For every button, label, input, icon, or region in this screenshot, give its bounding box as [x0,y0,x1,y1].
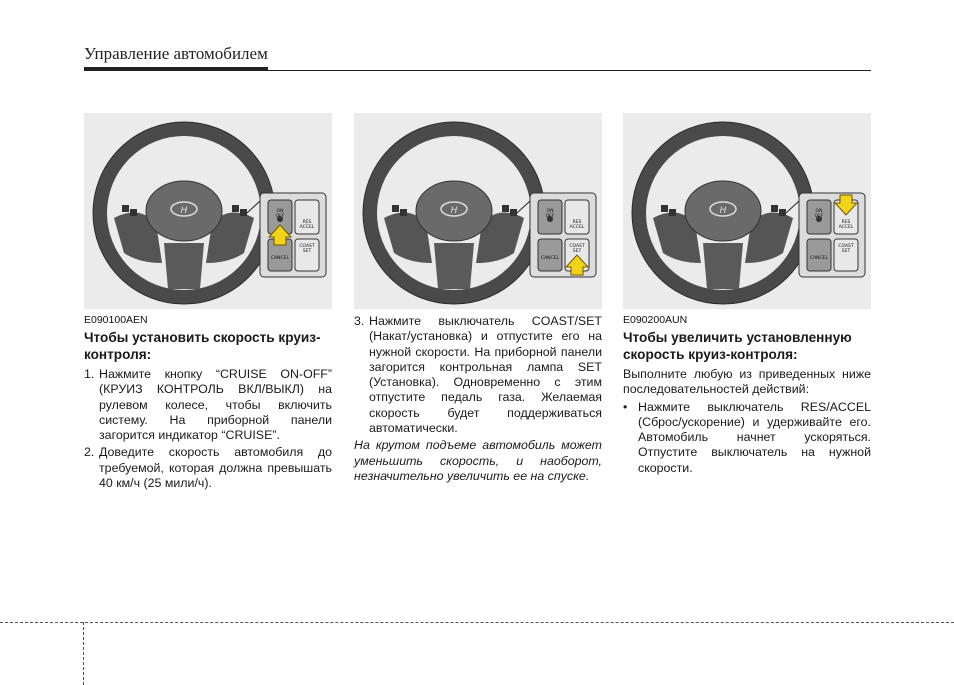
label-off: OFF [814,214,824,219]
list-marker: 3. [354,314,365,328]
svg-text:H: H [180,206,188,216]
label-off: OFF [545,214,555,219]
list-item [84,367,332,443]
column-set-speed [84,314,332,493]
label-res: RES [302,220,312,225]
label-accel: ACCEL [299,225,315,230]
label-res: RES [572,220,582,225]
figure-res-accel [623,113,871,309]
label-coast: COAST [838,244,854,249]
cruise-switch-panel [799,193,865,277]
label-cancel: CANCEL [270,256,290,261]
label-coast: COAST [569,244,585,249]
label-accel: ACCEL [838,225,854,230]
label-set: SET [841,249,851,254]
figure-cruise-on-off [84,113,332,309]
label-coast: COAST [299,244,315,249]
section-heading: Чтобы увеличить установленную скорость круиз-контроля: [623,330,852,362]
column-increase-speed [623,314,871,478]
label-cancel: CANCEL [540,256,560,261]
intro-text: Выполните любую из приведенных ниже последовательностей действий: [623,367,871,397]
bullet-marker: • [623,399,628,414]
header-rule [84,70,871,71]
cruise-switch-panel [530,193,596,277]
instruction-list [84,367,332,491]
instruction-list [623,400,871,476]
steering-wheel-illustration [84,113,332,309]
list-item-text: Нажмите выключатель RES/ACCEL (Сброс/ускорение) и удерживайте его. Автомобиль начнет ускоряться. Отпустите выключатель на нужной скорости. [638,399,871,475]
figure-code: E090200AUN [623,314,688,326]
label-on: ON [546,209,554,214]
label-off: OFF [275,214,285,219]
section-title: Управление автомобилем [84,44,268,70]
steering-wheel-illustration [623,113,871,309]
label-set: SET [302,249,312,254]
steering-wheel-illustration [354,113,602,309]
label-res: RES [841,220,851,225]
label-cancel: CANCEL [809,256,829,261]
figure-code: E090100AEN [84,314,148,326]
steering-wheel [93,122,275,304]
label-set: SET [572,249,582,254]
label-accel: ACCEL [569,225,585,230]
list-marker: 1. [84,367,95,381]
cruise-switch-panel [260,193,326,277]
svg-text:H: H [450,206,458,216]
steering-wheel [632,122,814,304]
list-item [354,314,602,436]
note-text: На крутом подъеме автомобиль может уменьшить скорость, и наоборот, незначительно увеличить ее на спуске. [354,438,602,483]
bottom-dashed-rule [0,622,954,623]
list-item [84,445,332,491]
svg-text:H: H [719,206,727,216]
list-item [623,400,871,476]
list-item-text: Доведите скорость автомобиля до требуемой, которая должна превышать 40 км/ч (25 мили/ч). [99,445,332,491]
section-heading: Чтобы установить скорость круиз-контроля: [84,330,321,362]
label-on: ON [815,209,823,214]
instruction-list [354,314,602,436]
margin-dashed-rule [83,622,84,685]
label-on: ON [276,209,284,214]
list-item-text: Нажмите выключатель COAST/SET (Накат/установка) и отпустите его на нужной скорости. На приборной панели загорится контрольная лампа SET (Установка). Одновременно с этим отпустите педаль газа. Желаемая скорость будет поддерживаться автоматически. [369,314,602,436]
list-marker: 2. [84,445,95,460]
list-item-text: Нажмите кнопку “CRUISE ON-OFF” (КРУИЗ КОНТРОЛЬ ВКЛ/ВЫКЛ) на рулевом колесе, чтобы включить систему. На приборной панели загорится индикатор “CRUISE”. [99,367,332,443]
figure-coast-set [354,113,602,309]
steering-wheel [363,122,545,304]
column-set-speed-continued [354,314,602,497]
